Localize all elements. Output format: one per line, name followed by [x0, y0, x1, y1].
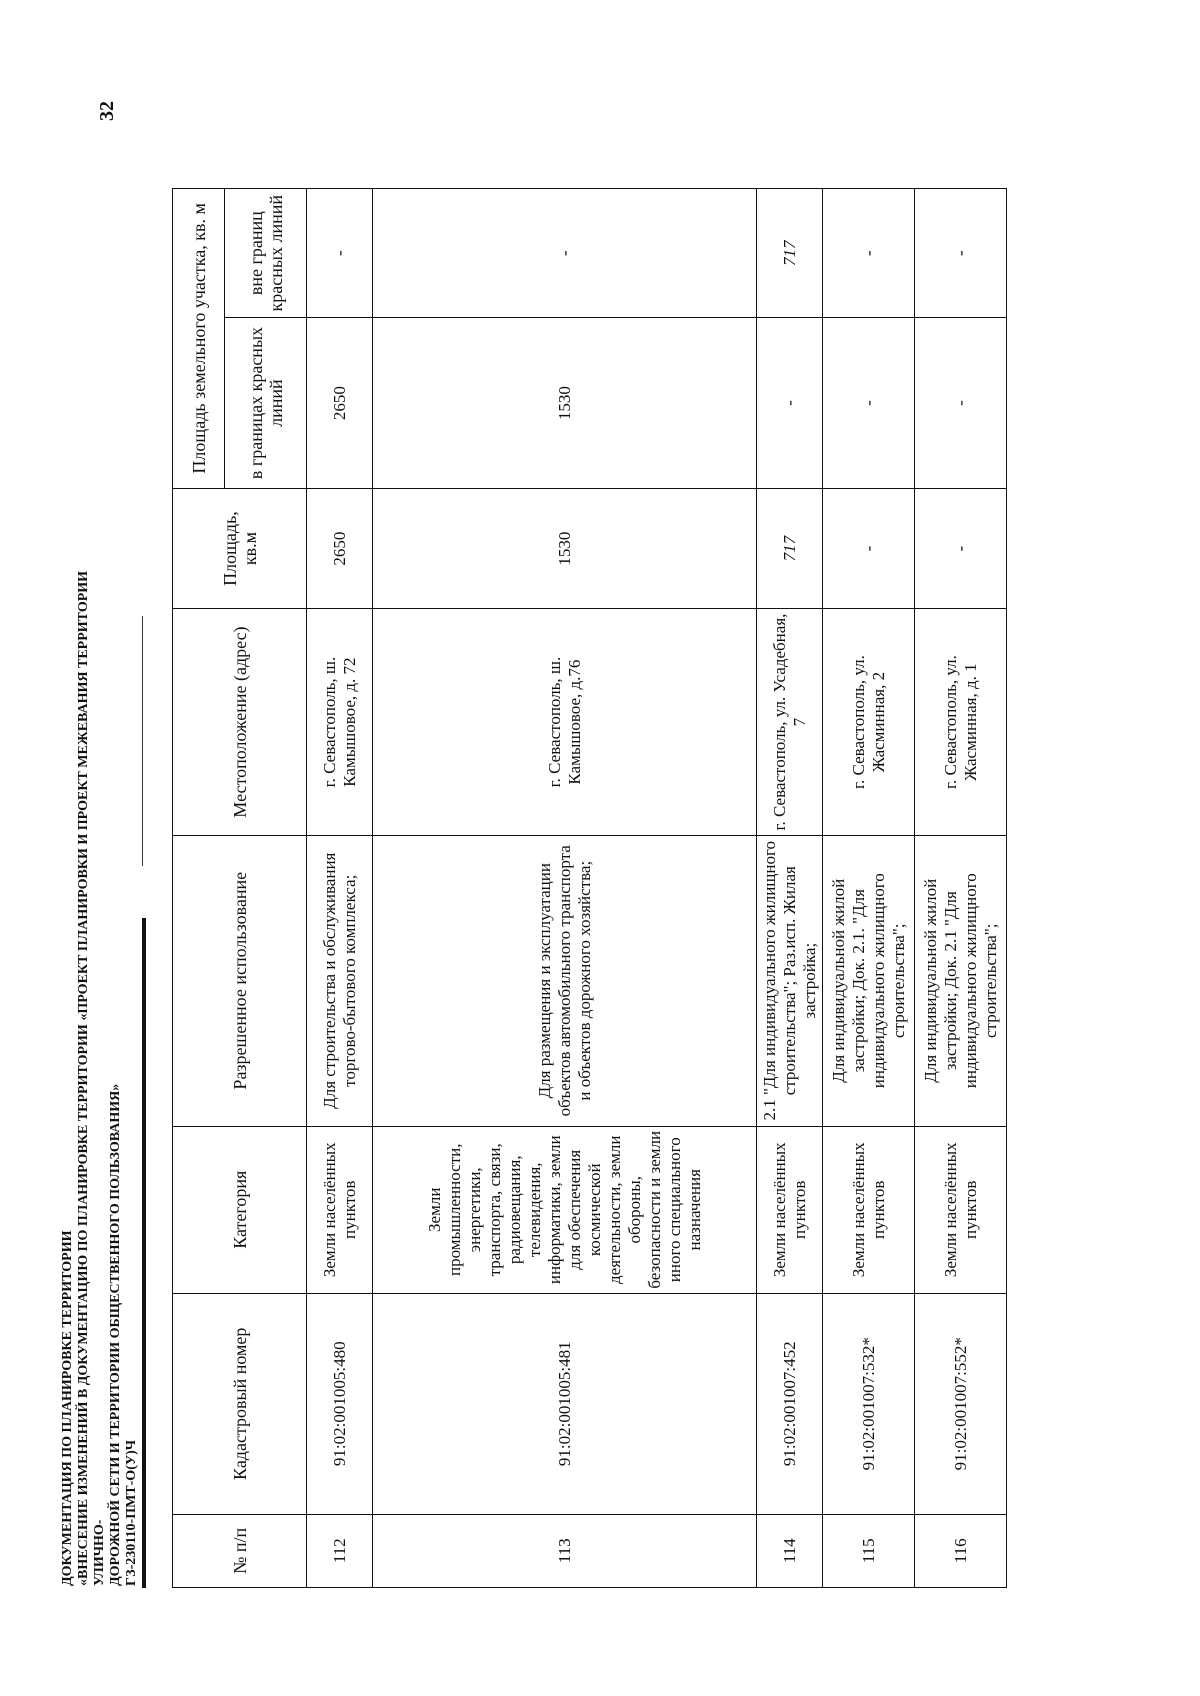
cell-num: 115 — [823, 1514, 915, 1587]
cell-area: 1530 — [373, 488, 757, 609]
cell-area: 717 — [757, 488, 823, 609]
header-line-1: ДОКУМЕНТАЦИЯ ПО ПЛАНИРОВКЕ ТЕРРИТОРИИ — [60, 1230, 75, 1586]
table-row — [757, 189, 823, 1588]
cell-cadastral: 91:02:001005:480 — [307, 1293, 373, 1514]
cell-num: 116 — [915, 1514, 1007, 1587]
cell-area-outside: - — [307, 189, 373, 318]
header-rule-thin — [142, 616, 143, 866]
cell-num: 112 — [307, 1514, 373, 1587]
header-cadastral: Кадастровый номер — [173, 1293, 307, 1514]
cell-num: 113 — [373, 1514, 757, 1587]
cell-area-outside: - — [373, 189, 757, 318]
land-plot-table — [172, 188, 1007, 1588]
cell-location: г. Севастополь, ул. Жасминная, д. 1 — [915, 609, 1007, 835]
header-area-group: Площадь земельного участка, кв. м — [173, 189, 225, 489]
header-line-4: ГЗ-230110-ПМТ-О(У)Ч — [124, 1439, 139, 1586]
cell-area: - — [823, 488, 915, 609]
table-row — [823, 189, 915, 1588]
header-line-3: ДОРОЖНОЙ СЕТИ И ТЕРРИТОРИИ ОБЩЕСТВЕННОГО ПОЛЬЗОВАНИЯ» — [108, 1083, 123, 1586]
cell-num: 114 — [757, 1514, 823, 1587]
cell-cadastral: 91:02:001005:481 — [373, 1293, 757, 1514]
cell-area-inside: - — [757, 318, 823, 488]
table-row — [915, 189, 1007, 1588]
cell-permitted-use: Для строительства и обслуживания торгово-бытового комплекса; — [307, 835, 373, 1126]
cell-permitted-use: Для размещения и эксплуатации объектов автомобильного транспорта и объектов дорожного хозяйства; — [373, 835, 757, 1126]
header-num: № п/п — [173, 1514, 307, 1587]
cell-location: г. Севастополь, ул. Жасминная, 2 — [823, 609, 915, 835]
document-header — [60, 536, 140, 1586]
cell-area-inside: - — [915, 318, 1007, 488]
cell-area-outside: - — [823, 189, 915, 318]
header-line-2: «ВНЕСЕНИЕ ИЗМЕНЕНИЙ В ДОКУМЕНТАЦИЮ ПО ПЛАНИРОВКЕ ТЕРРИТОРИИ «ПРОЕКТ ПЛАНИРОВКИ И ПРОЕКТ МЕЖЕВАНИЯ ТЕРРИТОРИИ УЛИЧНО- — [76, 570, 107, 1586]
cell-area-outside: - — [915, 189, 1007, 318]
cell-location: г. Севастополь, ш. Камышовое, д.76 — [373, 609, 757, 835]
cell-category: Земли населённых пунктов — [915, 1126, 1007, 1293]
cell-area-inside: 2650 — [307, 318, 373, 488]
cell-area: - — [915, 488, 1007, 609]
cell-area-inside: 1530 — [373, 318, 757, 488]
header-area-inside: в границах красных линий — [225, 318, 307, 488]
header-permitted-use: Разрешенное использование — [173, 835, 307, 1126]
table-row — [307, 189, 373, 1588]
cell-cadastral: 91:02:001007:532* — [823, 1293, 915, 1514]
cell-cadastral: 91:02:001007:552* — [915, 1293, 1007, 1514]
cell-permitted-use: Для индивидуальной жилой застройки; Док. 2.1. "Для индивидуального жилищного строительства"; — [823, 835, 915, 1126]
header-category: Категория — [173, 1126, 307, 1293]
header-area-outside: вне границ красных линий — [225, 189, 307, 318]
page-number: 32 — [96, 101, 118, 121]
cell-category: Земли населённых пунктов — [823, 1126, 915, 1293]
header-location: Местоположение (адрес) — [173, 609, 307, 835]
cell-permitted-use: Для индивидуальной жилой застройки; Док. 2.1 "Для индивидуального жилищного строительства"; — [915, 835, 1007, 1126]
cell-category: Земли населённых пунктов — [307, 1126, 373, 1293]
cell-area: 2650 — [307, 488, 373, 609]
header-rule — [142, 918, 146, 1588]
cell-location: г. Севастополь, ул. Усадебная, 7 — [757, 609, 823, 835]
header-area: Площадь, кв.м — [173, 488, 307, 609]
cell-category: Земли промышленности, энергетики, транспорта, связи, радиовещания, телевидения, информатики, земли для обеспечения космической деятельности, земли обороны, безопасности и земли иного специального назначения — [373, 1126, 757, 1293]
cell-location: г. Севастополь, ш. Камышовое, д. 72 — [307, 609, 373, 835]
cell-permitted-use: 2.1 "Для индивидуального жилищного строительства"; Раз.исп. Жилая застройка; — [757, 835, 823, 1126]
cell-cadastral: 91:02:001007:452 — [757, 1293, 823, 1514]
table-row — [373, 189, 757, 1588]
cell-category: Земли населённых пунктов — [757, 1126, 823, 1293]
cell-area-outside: 717 — [757, 189, 823, 318]
cell-area-inside: - — [823, 318, 915, 488]
